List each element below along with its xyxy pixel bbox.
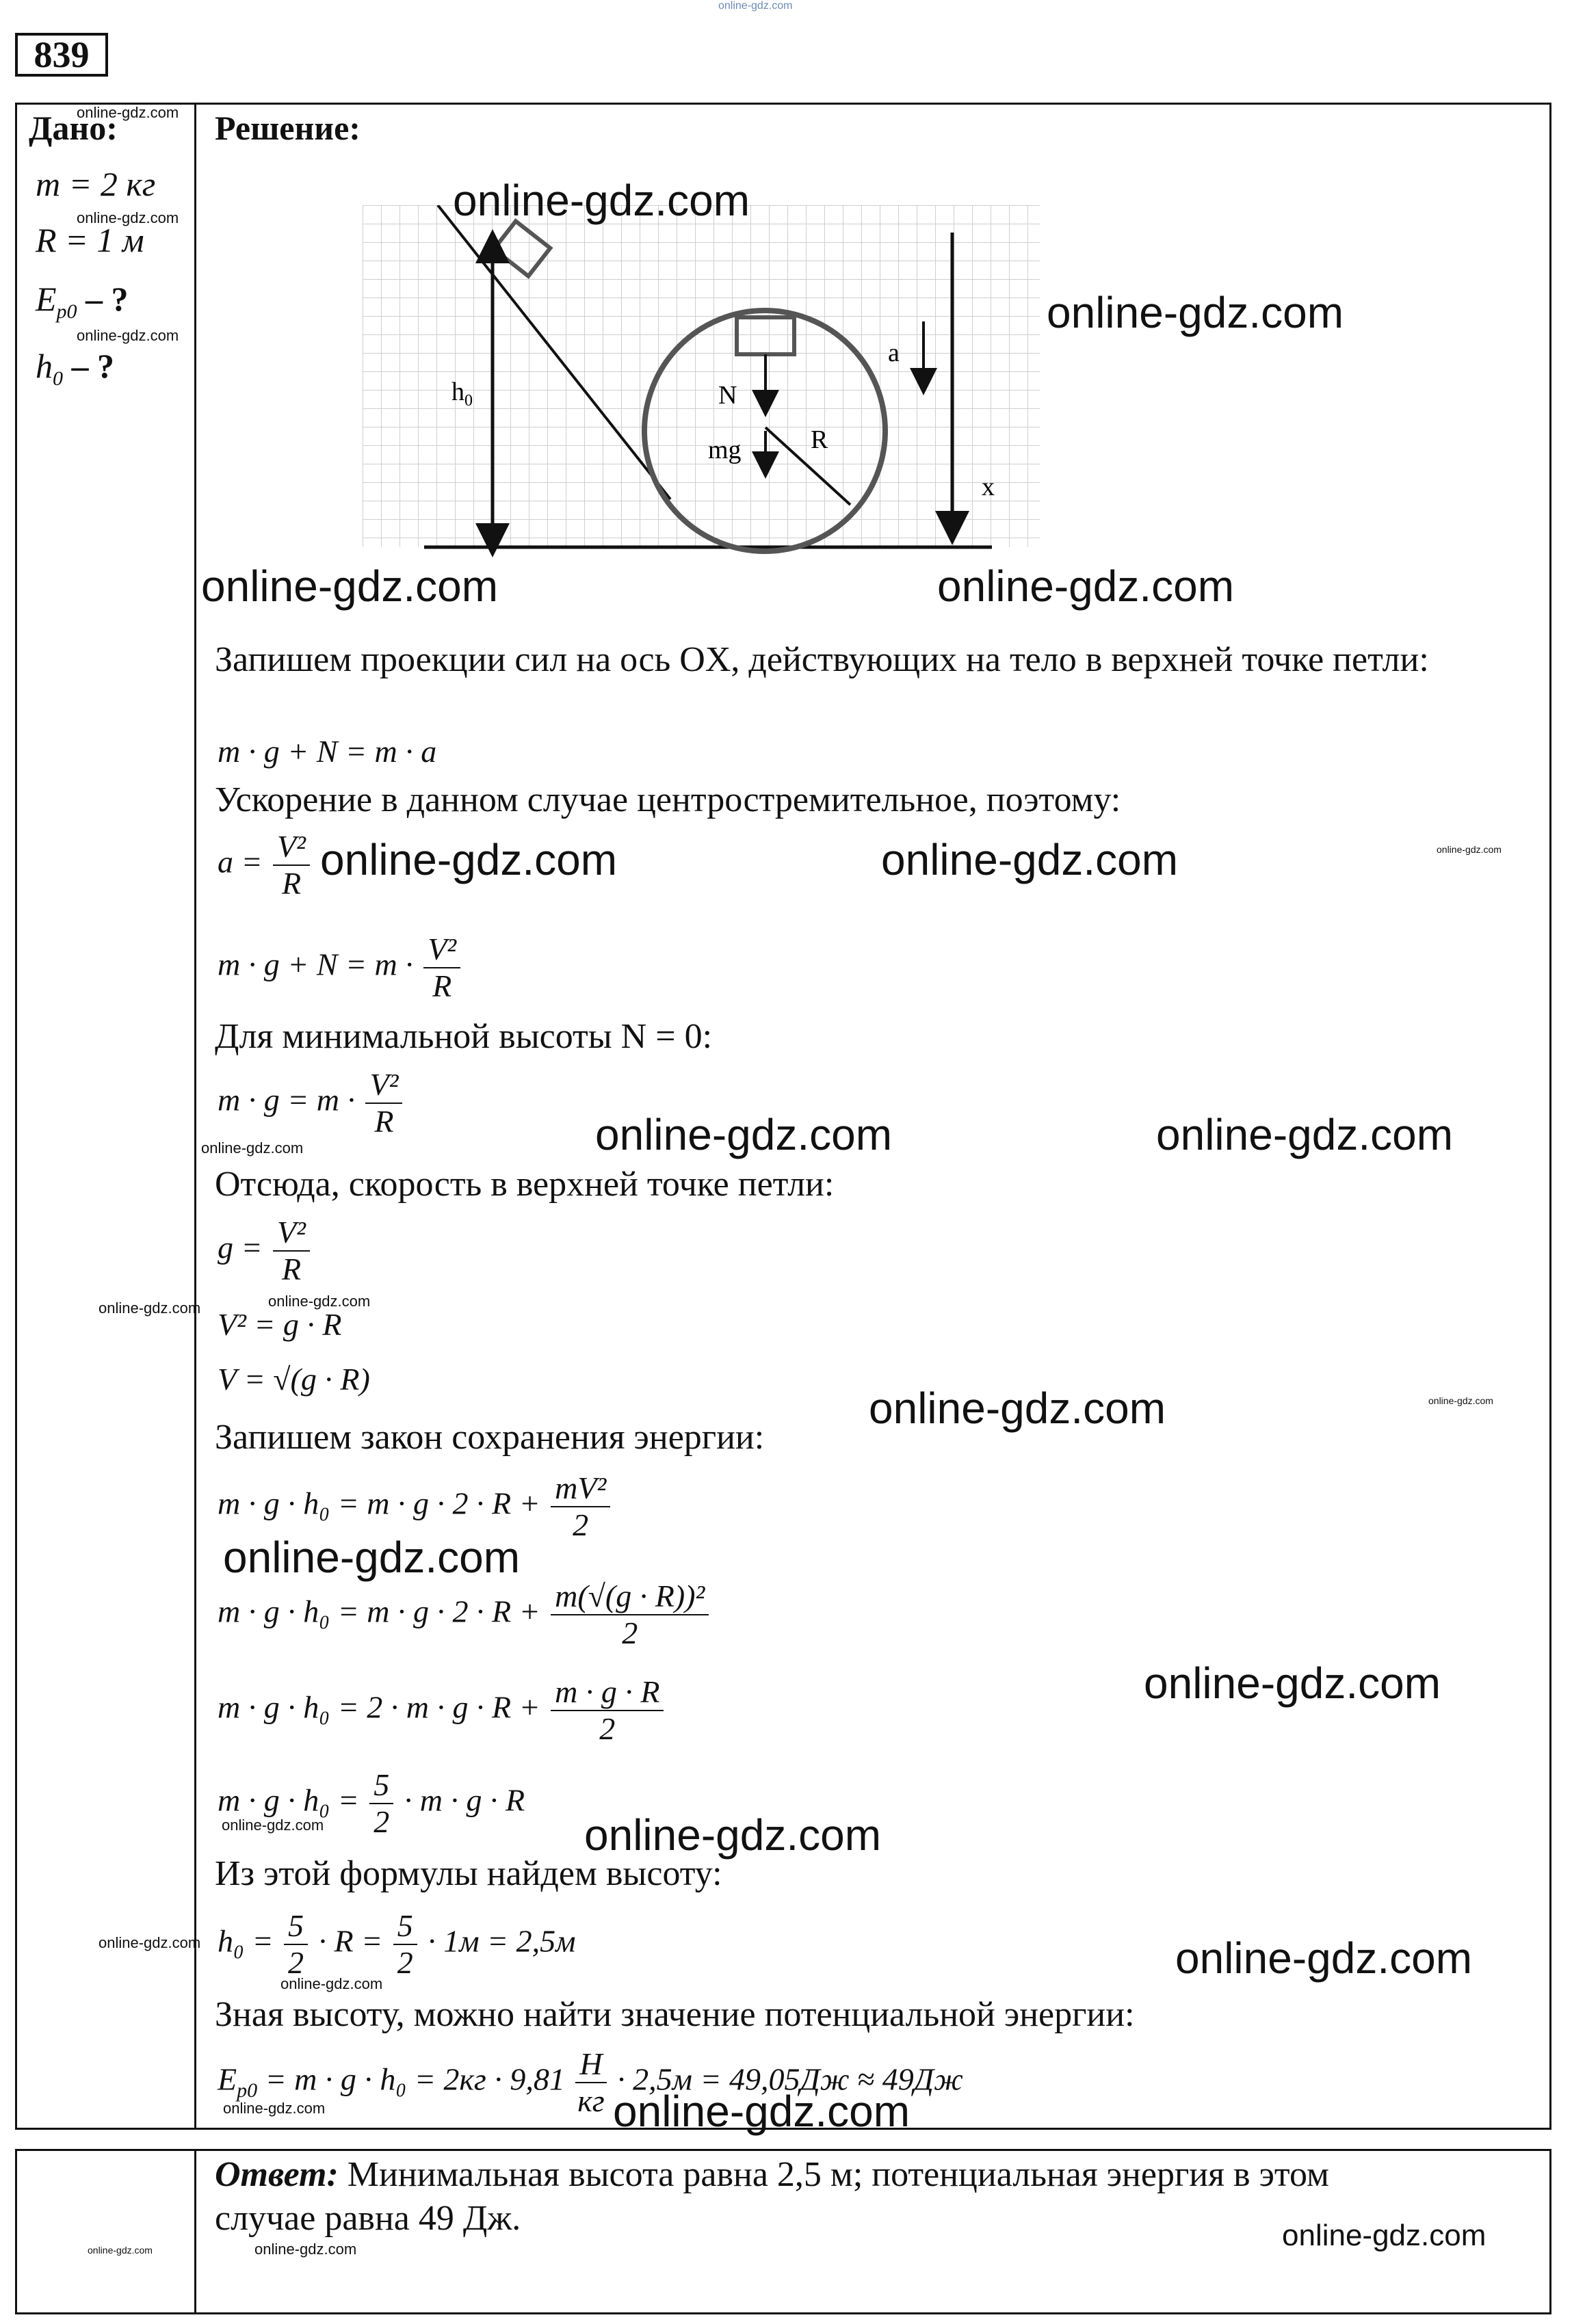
column-divider [194, 103, 196, 2130]
text-projection: Запишем проекции сил на ось OX, действующих на тело в верхней точке петли: [215, 640, 1429, 679]
watermark: online-gdz.com [937, 562, 1234, 611]
diagram-h0-label: $h_0$ [451, 378, 473, 410]
eq-min-height: m · g = m · $\frac{\text{V²}}{R}$ [218, 1067, 405, 1139]
eq-energy-2: m · g · h₀ = m · g · 2 · R + $\frac{\text{m(√(g · R))²}}{2}$ [218, 1579, 711, 1651]
watermark: online-gdz.com [1282, 2219, 1486, 2252]
eq-newton: m · g + N = m · a [218, 734, 437, 769]
given-heading: Дано: [29, 109, 118, 147]
eq-height-result: h₀ = $\frac{5}{2}$ · R = $\frac{5}{2}$ · 1м = 2,5м [218, 1908, 576, 1980]
watermark: online-gdz.com [1437, 844, 1502, 855]
watermark: online-gdz.com [1428, 1395, 1493, 1406]
answer-column-divider [194, 2149, 196, 2314]
watermark: online-gdz.com [77, 327, 179, 344]
watermark: online-gdz.com [99, 1299, 201, 1317]
watermark: online-gdz.com [99, 1934, 201, 1951]
eq-v-squared: V² = g · R [218, 1307, 342, 1342]
answer-label: Ответ: [215, 2155, 339, 2194]
watermark: online-gdz.com [280, 1975, 383, 1992]
watermark: online-gdz.com [1047, 288, 1344, 337]
watermark: online-gdz.com [222, 1817, 324, 1834]
watermark: online-gdz.com [1175, 1933, 1472, 1983]
text-find-height: Из этой формулы найдем высоту: [215, 1854, 722, 1893]
watermark: online-gdz.com [268, 1293, 371, 1310]
given-mass: m = 2 кг [36, 165, 156, 203]
text-energy-law: Запишем закон сохранения энергии: [215, 1418, 765, 1457]
eq-centripetal: a = $\frac{\text{V²}}{R}$ [218, 829, 313, 901]
watermark: online-gdz.com [223, 1533, 520, 1582]
text-min-height: Для минимальной высоты N = 0: [215, 1017, 713, 1056]
text-top-speed: Отсюда, скорость в верхней точке петли: [215, 1165, 835, 1204]
watermark: online-gdz.com [88, 2245, 153, 2256]
eq-v: V = √(g · R) [218, 1362, 370, 1397]
watermark: online-gdz.com [77, 104, 179, 121]
given-radius: R = 1 м [36, 221, 144, 259]
answer-line-1: Минимальная высота равна 2,5 м; потенциальная энергия в этом [347, 2155, 1329, 2194]
watermark: online-gdz.com [77, 209, 179, 226]
given-energy: $E_{p0}$ – ? [36, 280, 129, 323]
watermark: online-gdz.com [869, 1384, 1166, 1433]
watermark: online-gdz.com [1156, 1110, 1453, 1159]
text-acceleration: Ускорение в данном случае центростремительное, поэтому: [215, 780, 1121, 819]
grid-background [363, 205, 1040, 547]
eq-potential-energy: $E_{p0} = m \cdot g \cdot h_0 = 2кг \cdot 9,81$ $\frac{Н}{кг}$ · 2,5м = 49,05Дж ≈ 49Дж [218, 2046, 963, 2118]
loop-diagram [363, 205, 1047, 561]
eq-energy-4: m · g · h₀ = $\frac{5}{2}$ · m · g · R [218, 1767, 525, 1839]
answer-line-2: случае равна 49 Дж. [215, 2199, 521, 2238]
diagram-a-label: a [888, 339, 900, 367]
solution-heading: Решение: [215, 109, 361, 147]
watermark: online-gdz.com [223, 2100, 326, 2117]
watermark: online-gdz.com [584, 1810, 881, 1860]
watermark: online-gdz.com [453, 176, 750, 225]
watermark: online-gdz.com [254, 2241, 357, 2258]
watermark: online-gdz.com [595, 1110, 892, 1159]
eq-newton-centripetal: m · g + N = m · $\frac{\text{V²}}{R}$ [218, 932, 463, 1004]
text-potential-energy: Зная высоту, можно найти значение потенциальной энергии: [215, 1995, 1135, 2034]
watermark: online-gdz.com [201, 1139, 304, 1157]
watermark: online-gdz.com [613, 2087, 910, 2136]
watermark: online-gdz.com [201, 562, 498, 611]
diagram-n-label: N [718, 381, 737, 410]
top-watermark: online-gdz.com [718, 0, 793, 12]
eq-energy-1: m · g · h₀ = m · g · 2 · R + $\frac{\text{mV²}}{2}$ [218, 1470, 613, 1543]
eq-g: g = $\frac{\text{V²}}{R}$ [218, 1215, 313, 1287]
problem-number: 839 [15, 33, 108, 77]
eq-energy-3: m · g · h₀ = 2 · m · g · R + $\frac{m \cdot g \cdot R}{2}$ [218, 1674, 666, 1747]
watermark: online-gdz.com [320, 835, 617, 884]
diagram-x-label: x [982, 473, 995, 501]
watermark: online-gdz.com [1144, 1659, 1441, 1708]
diagram-mg-label: mg [708, 436, 742, 464]
watermark: online-gdz.com [881, 835, 1178, 884]
given-height: $h_0$ – ? [36, 347, 114, 390]
diagram-r-label: R [811, 425, 828, 454]
